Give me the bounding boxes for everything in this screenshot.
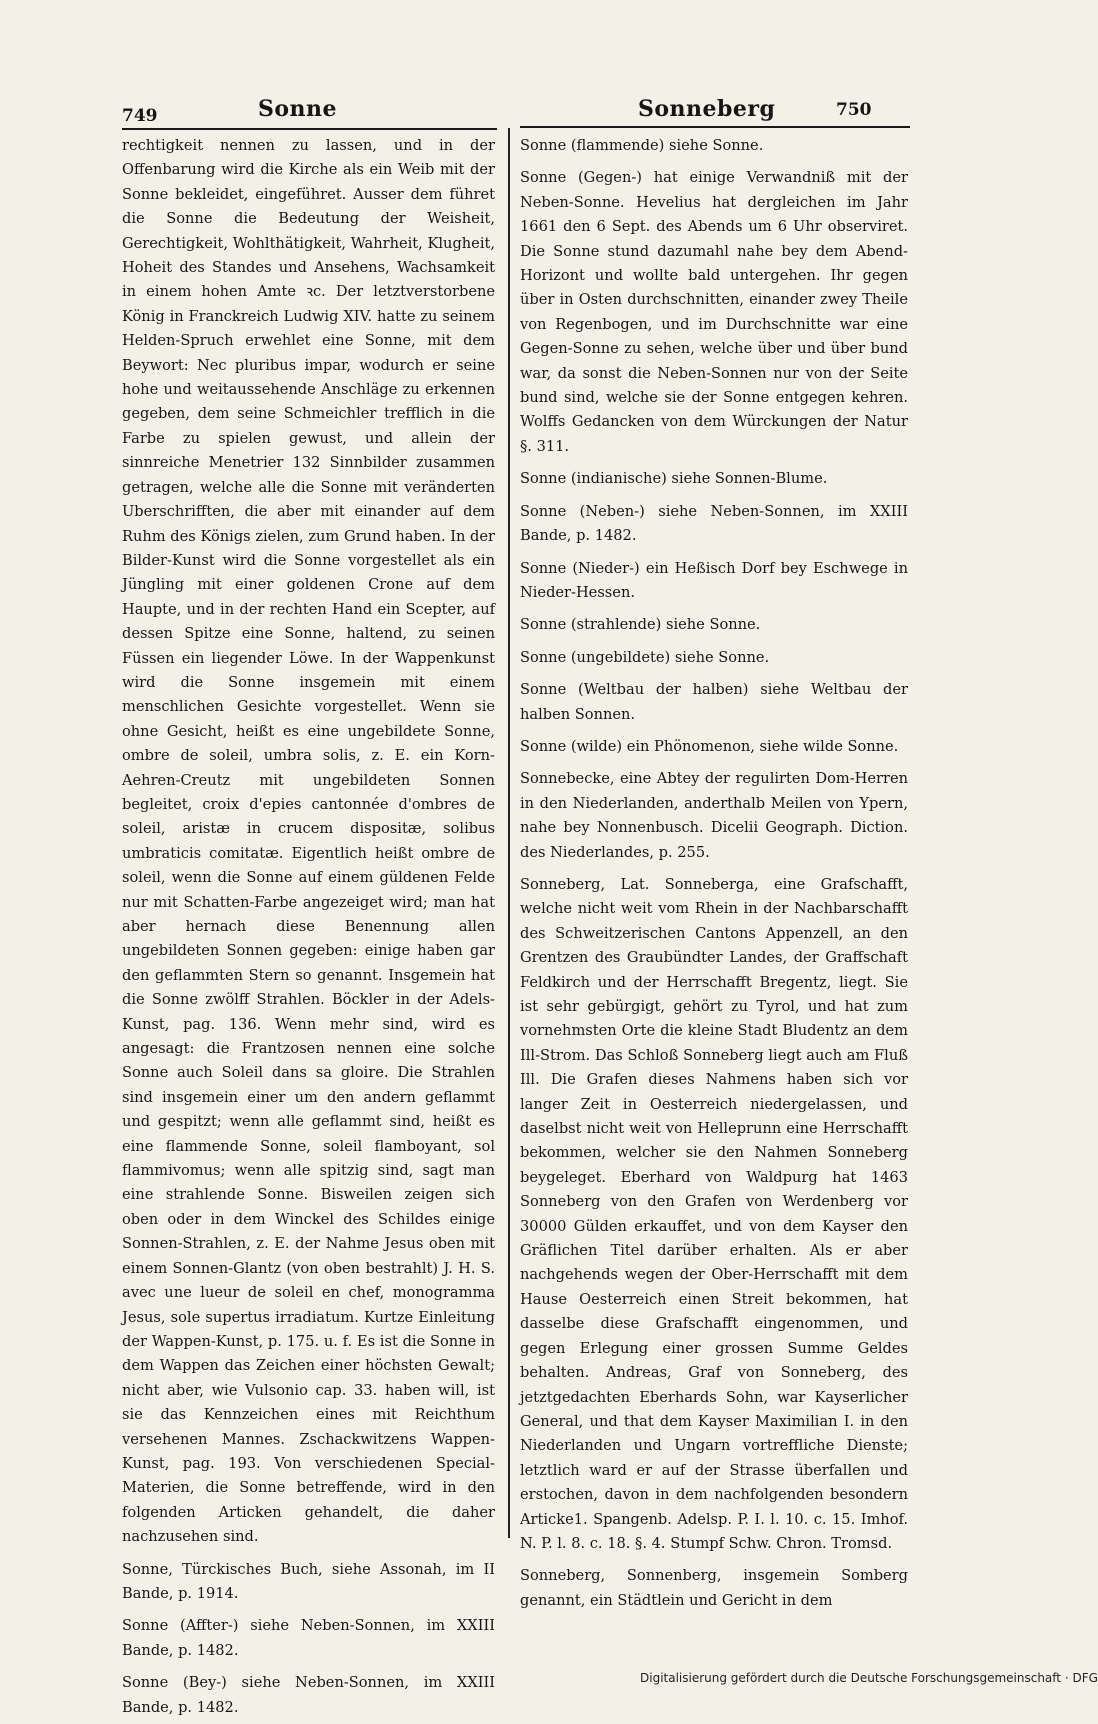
right-column: [520, 134, 908, 1617]
entry-sonne-wilde: Sonne (wilde) ein Phönomenon, siehe wilde Sonne.: [520, 737, 899, 755]
entry-sonne-gegen: Sonne (Gegen-) hat einige Verwandniß mit der Neben-Sonne. Hevelius hat dergleichen im Jahr 1661 den 6 Sept. des Abends um 6 Uhr observiret. Die Sonne stund dazumahl nahe bey dem Abend-Horizont und wollte bald untergehen. Ihr gegen über in Osten durchschnitten, einander zwey Theile von Regenbogen, und im Durchschnitte war eine Gegen-Sonne zu sehen, welche über und über bund war, da sonst die Neben-Sonnen nur von der Seite bund sind, welche sie der Sonne entgegen kehren. Wolffs Gedancken von dem Würckungen der Natur §. 311.: [520, 169, 908, 455]
entry-sonne-indianische: Sonne (indianische) siehe Sonnen-Blume.: [520, 470, 828, 488]
entry-sonnebecke: Sonnebecke, eine Abtey der regulirten Dom-Herren in den Niederlanden, anderthalb Meilen von Ypern, nahe bey Nonnenbusch. Dicelii Geograph. Diction. des Niederlandes, p. 255.: [520, 770, 908, 861]
header-rule-right: [520, 126, 910, 128]
header-rule-left: [122, 128, 497, 130]
left-column: [122, 134, 495, 1724]
entry-sonne-neben: Sonne (Neben-) siehe Neben-Sonnen, im XXIII Bande, p. 1482.: [520, 502, 908, 545]
entry-sonneberg-grafschafft: Sonneberg, Lat. Sonneberga, eine Grafschafft, welche nicht weit vom Rhein in der Nachbarschafft des Schweitzerischen Cantons Appenzell, an den Grentzen des Graubündter Landes, der Graffschaft Feldkirch und der Herrschafft Bregentz, liegt. Sie ist sehr gebürgigt, gehört zu Tyrol, und hat zum vornehmsten Orte die kleine Stadt Bludentz an dem Ill-Strom. Das Schloß Sonneberg liegt auch am Fluß Ill. Die Grafen dieses Nahmens haben sich vor langer Zeit in Oesterreich niedergelassen, und daselbst nicht weit von Helleprunn eine Herrschafft bekommen, welcher sie den Nahmen Sonneberg beygeleget. Eberhard von Waldpurg hat 1463 Sonneberg von den Grafen von Werdenberg vor 30000 Gülden erkauffet, und von dem Kayser den Gräflichen Titel darüber erhalten. Als er aber nachgehends wegen der Ober-Herrschafft mit dem Hause Oesterreich einen Streit bekommen, hat dasselbe diese Grafschafft eingenommen, und gegen Erlegung einer grossen Summe Geldes behalten. Andreas, Graf von Sonneberg, des jetztgedachten Eberhards Sohn, war Kayserlicher General, und that dem Kayser Maximilian I. in den Niederlanden und Ungarn vortreffliche Dienste; letztlich ward er auf der Strasse überfallen und erstochen, davon in dem nachfolgenden besondern Articke1. Spangenb. Adelsp. P. I. l. 10. c. 15. Imhof. N. P. l. 8. c. 18. §. 4. Stumpf Schw. Chron. Tromsd.: [520, 875, 908, 1552]
entry-sonne-bey: Sonne (Bey-) siehe Neben-Sonnen, im XXIII Bande, p. 1482.: [122, 1674, 495, 1716]
entry-sonne-weltbau: Sonne (Weltbau der halben) siehe Weltbau der halben Sonnen.: [520, 681, 908, 723]
left-page-number: 749: [122, 106, 158, 126]
entry-sonne-affter: Sonne (Affter-) siehe Neben-Sonnen, im XXIII Bande, p. 1482.: [122, 1617, 495, 1659]
entry-sonne-nieder: Sonne (Nieder-) ein Heßisch Dorf bey Eschwege in Nieder-Hessen.: [520, 559, 908, 601]
entry-sonne-continued: rechtigkeit nennen zu lassen, und in der Offenbarung wird die Kirche als ein Weib mit der Sonne bekleidet, eingeführet. Ausser dem führet die Sonne die Bedeutung der Weisheit, Gerechtigkeit, Wohlthätigkeit, Wahrheit, Klugheit, Hoheit des Standes und Ansehens, Wachsamkeit in einem hohen Amte ꝛc. Der letztverstorbene König in Franckreich Ludwig XIV. hatte zu seinem Helden-Spruch erwehlet eine Sonne, mit dem Beywort: Nec pluribus impar, wodurch er seine hohe und weitaussehende Anschläge zu erkennen gegeben, dem seine Schmeichler trefflich in die Farbe zu spielen gewust, und allein der sinnreiche Menetrier 132 Sinnbilder zusammen getragen, welche alle die Sonne mit veränderten Uberschrifften, die aber mit einander auf dem Ruhm des Königs zielen, zum Grund haben. In der Bilder-Kunst wird die Sonne vorgestellet als ein Jüngling mit einer goldenen Crone auf dem Haupte, und in der rechten Hand ein Scepter, auf dessen Spitze eine Sonne, haltend, zu seinen Füssen ein liegender Löwe. In der Wappenkunst wird die Sonne insgemein mit einem menschlichen Gesichte vorgestellet. Wenn sie ohne Gesicht, heißt es eine ungebildete Sonne, ombre de soleil, umbra solis, z. E. ein Korn-Aehren-Creutz mit ungebildeten Sonnen begleitet, croix d'epies cantonnée d'ombres de soleil, aristæ in crucem dispositæ, solibus umbraticis comitatæ. Eigentlich heißt ombre de soleil, wenn die Sonne auf einem güldenen Felde nur mit Schatten-Farbe angezeiget wird; man hat aber hernach diese Benennung allen ungebildeten Sonnen gegeben: einige haben gar den geflammten Stern so genannt. Insgemein hat die Sonne zwölff Strahlen. Böckler in der Adels-Kunst, pag. 136. Wenn mehr sind, wird es angesagt: die Frantzosen nennen eine solche Sonne auch Soleil dans sa gloire. Die Strahlen sind insgemein einer um den andern geflammt und gespitzt; wenn alle geflammt sind, heißt es eine flammende Sonne, soleil flamboyant, sol flammivomus; wenn alle spitzig sind, sagt man eine strahlende Sonne. Bisweilen zeigen sich oben oder in dem Winckel des Schildes einige Sonnen-Strahlen, z. E. der Nahme Jesus oben mit einem Sonnen-Glantz (von oben bestrahlt) J. H. S. avec une lueur de soleil en chef, monogramma Jesus, sole supertus irradiatum. Kurtze Einleitung der Wappen-Kunst, p. 175. u. f. Es ist die Sonne in dem Wappen das Zeichen einer höchsten Gewalt; nicht aber, wie Vulsonio cap. 33. haben will, ist sie das Kennzeichen eines mit Reichthum versehenen Mannes. Zschackwitzens Wappen-Kunst, pag. 193. Von verschiedenen Special-Materien, die Sonne betreffende, wird in den folgenden Articken gehandelt, die daher nachzusehen sind.: [122, 137, 495, 1546]
digitization-credit: Digitalisierung gefördert durch die Deutsche Forschungsgemeinschaft · DFG: [640, 1671, 1098, 1685]
column-divider: [508, 128, 510, 1538]
left-running-head: Sonne: [258, 96, 338, 122]
entry-sonne-tuerckisches-buch: Sonne, Türckisches Buch, siehe Assonah, im II Bande, p. 1914.: [122, 1560, 495, 1602]
right-running-head: Sonneberg: [638, 96, 776, 122]
entry-sonneberg-staedtlein: Sonneberg, Sonnenberg, insgemein Somberg genannt, ein Städtlein und Gericht in dem: [520, 1567, 908, 1609]
right-page-number: 750: [836, 100, 872, 120]
entry-sonne-ungebildete: Sonne (ungebildete) siehe Sonne.: [520, 648, 770, 666]
entry-sonne-strahlende: Sonne (strahlende) siehe Sonne.: [520, 616, 761, 634]
entry-sonne-flammende: Sonne (flammende) siehe Sonne.: [520, 137, 764, 154]
